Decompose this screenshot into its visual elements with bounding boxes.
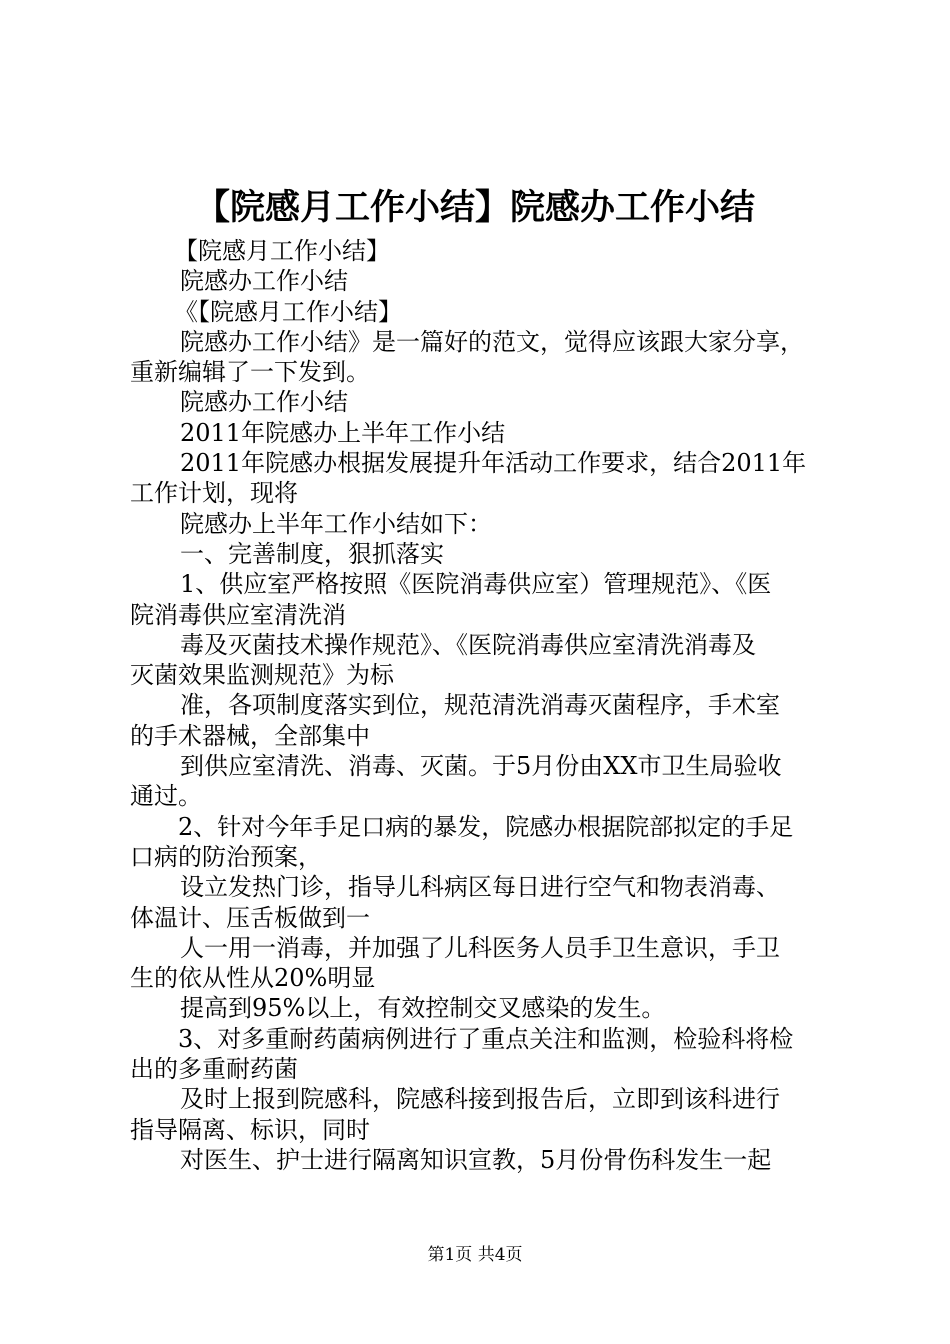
document-title: 【院感月工作小结】院感办工作小结 — [194, 187, 755, 228]
text-line: 对医生、护士进行隔离知识宣教，5月份骨伤科发生一起 — [180, 1145, 772, 1174]
text-line: 院感办工作小结 — [180, 388, 348, 417]
text-line: 2011年院感办根据发展提升年活动工作要求，结合2011年 — [180, 449, 807, 478]
text-line: 重新编辑了一下发到。 — [130, 358, 370, 387]
text-line: 及时上报到院感科，院感科接到报告后，立即到该科进行 — [180, 1085, 780, 1114]
text-line: 院感办工作小结》是一篇好的范文，觉得应该跟大家分享， — [180, 327, 804, 356]
text-line: 口病的防治预案， — [130, 842, 322, 871]
text-line: 灭菌效果监测规范》为标 — [130, 661, 394, 690]
text-line: 指导隔离、标识，同时 — [130, 1115, 370, 1144]
text-line: 院感办上半年工作小结如下： — [180, 509, 492, 538]
text-line: 2011年院感办上半年工作小结 — [180, 418, 506, 447]
text-line: 生的依从性从20%明显 — [130, 964, 376, 993]
text-line: 设立发热门诊，指导儿科病区每日进行空气和物表消毒、 — [180, 873, 780, 902]
text-line: 3、对多重耐药菌病例进行了重点关注和监测，检验科将检 — [178, 1024, 794, 1053]
text-line: 通过。 — [130, 782, 202, 811]
page-footer: 第1页 共4页 — [427, 1245, 523, 1265]
text-line: 体温计、压舌板做到一 — [130, 903, 370, 932]
text-line: 2、针对今年手足口病的暴发，院感办根据院部拟定的手足 — [178, 812, 794, 841]
text-line: 一、完善制度，狠抓落实 — [180, 539, 444, 568]
text-line: 院消毒供应室清洗消 — [130, 600, 346, 629]
text-line: 人一用一消毒，并加强了儿科医务人员手卫生意识，手卫 — [180, 933, 780, 962]
text-line: 院感办工作小结 — [180, 267, 348, 296]
text-line: 出的多重耐药菌 — [130, 1055, 298, 1084]
text-line: 毒及灭菌技术操作规范》、《医院消毒供应室清洗消毒及 — [180, 630, 756, 659]
text-line: 到供应室清洗、消毒、灭菌。于5月份由XX市卫生局验收 — [180, 752, 782, 781]
text-line: 准，各项制度落实到位，规范清洗消毒灭菌程序，手术室 — [180, 691, 780, 720]
text-line: 【院感月工作小结】 — [174, 237, 390, 265]
text-line: 1、供应室严格按照《医院消毒供应室）管理规范》、《医 — [180, 570, 772, 599]
text-line: 《【院感月工作小结】 — [174, 297, 402, 326]
text-line: 提高到95%以上，有效控制交叉感染的发生。 — [180, 994, 666, 1023]
text-line: 工作计划，现将 — [130, 479, 298, 508]
document-body — [130, 236, 832, 1175]
text-line: 的手术器械，全部集中 — [130, 721, 370, 750]
